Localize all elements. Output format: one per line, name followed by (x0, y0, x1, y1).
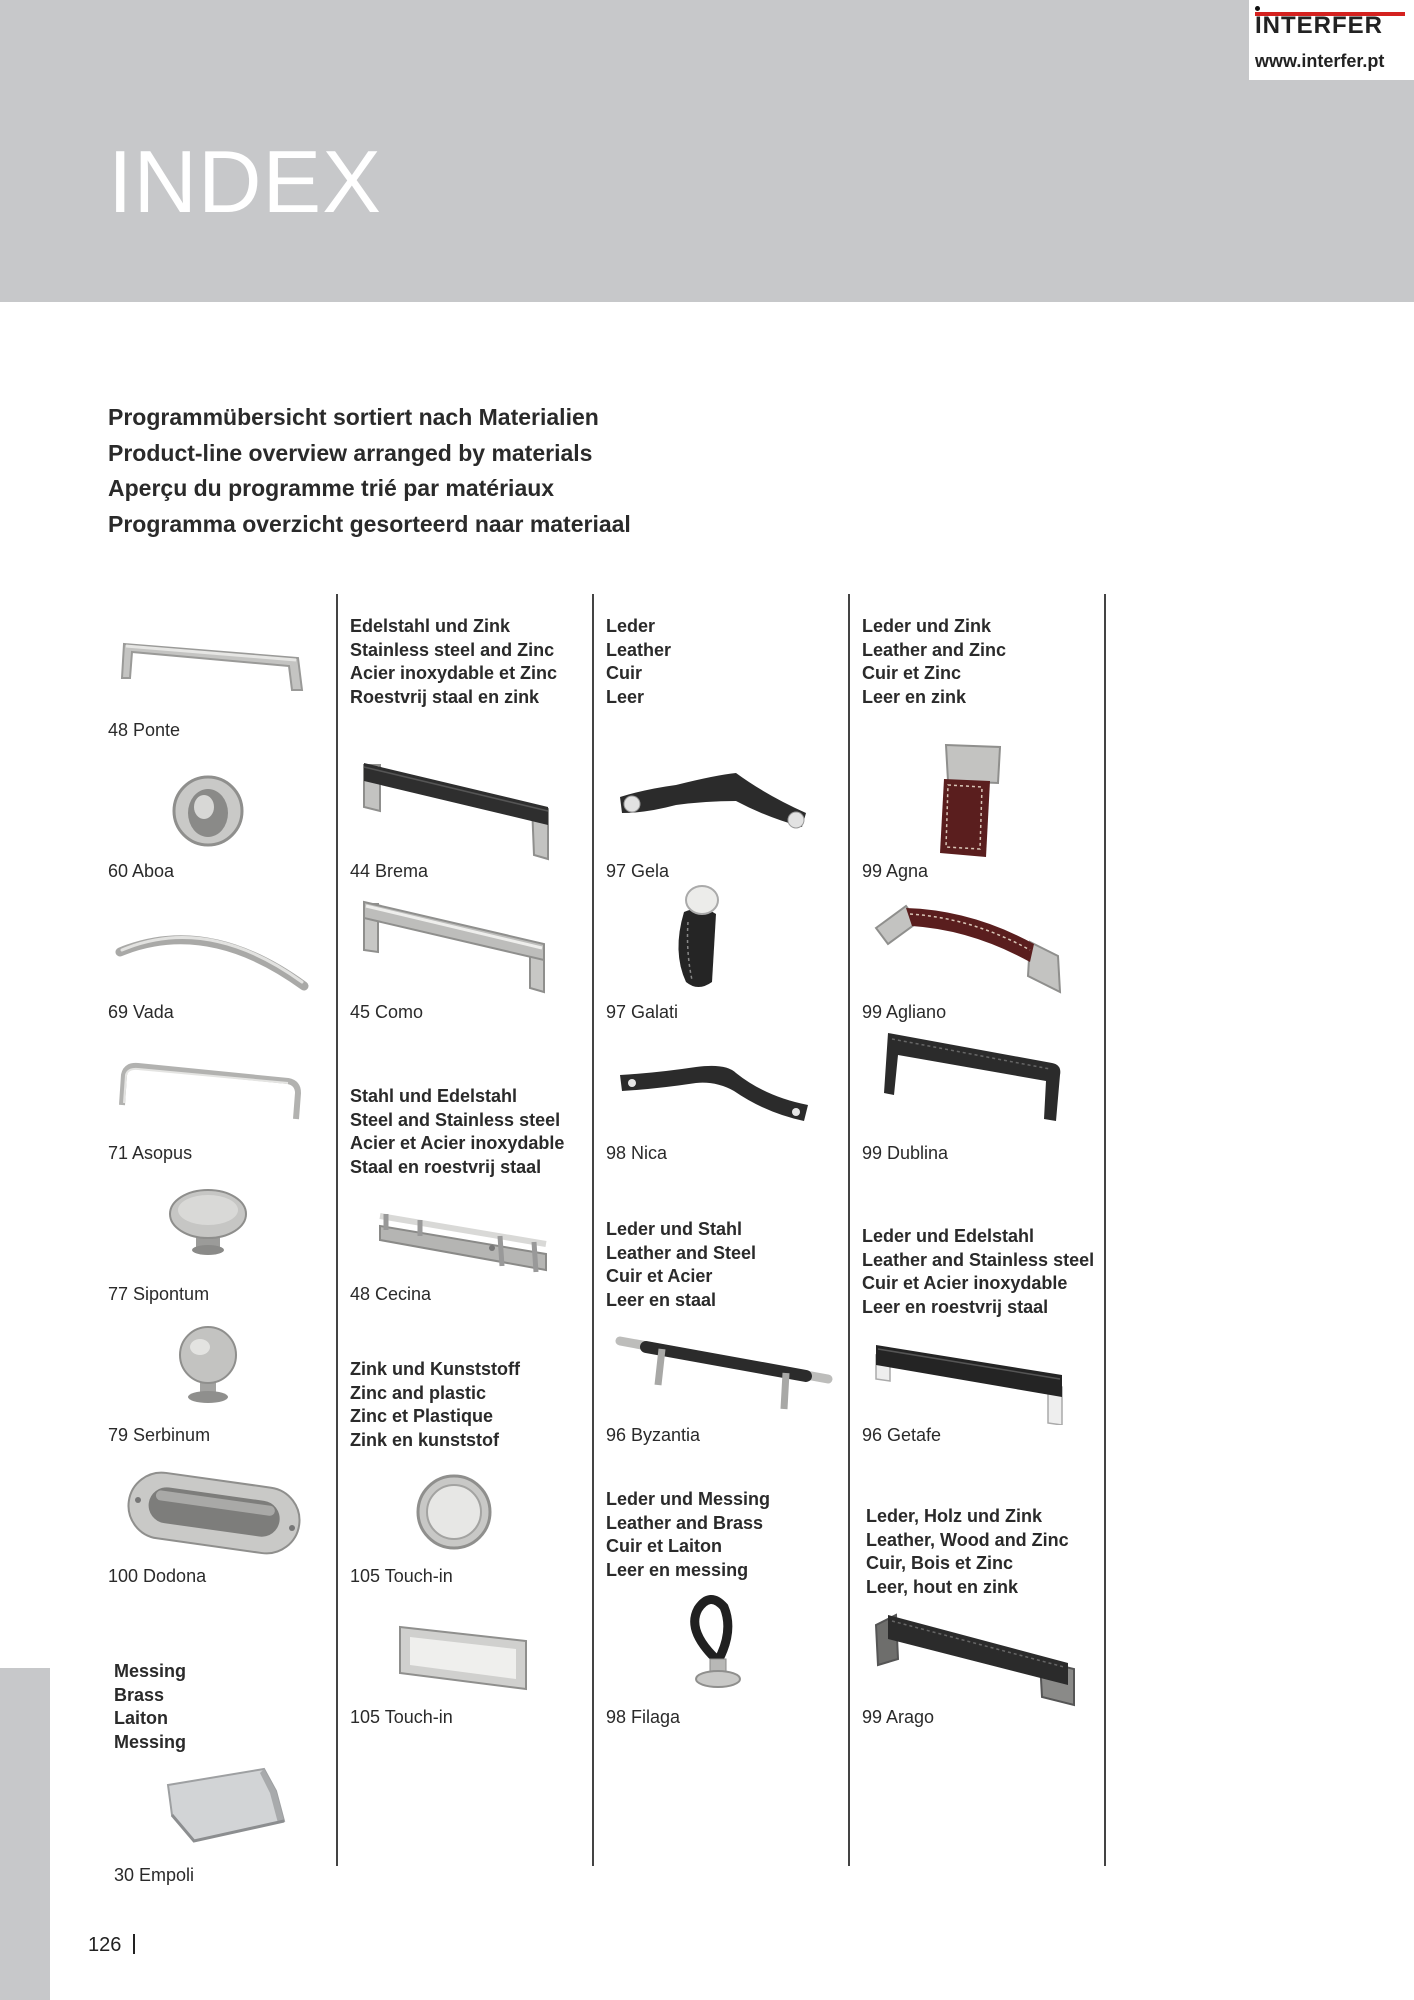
material-label-nl: Leer en staal (606, 1289, 717, 1310)
material-label-nl: Messing (114, 1731, 187, 1752)
material-group-stainless-zinc (350, 615, 557, 709)
product-label: 96 Byzantia (606, 1425, 701, 1445)
product-galati[interactable] (606, 882, 856, 1023)
product-label: 48 Ponte (108, 720, 181, 740)
material-label-en: Steel and Stainless steel (350, 1109, 561, 1130)
bar-handle-icon (108, 600, 358, 720)
leather-tab-pull-icon (862, 741, 1112, 861)
product-cecina[interactable] (350, 1164, 600, 1305)
round-touch-pull-icon (350, 1446, 600, 1566)
product-label: 98 Filaga (606, 1707, 681, 1727)
product-label: 99 Agliano (862, 1002, 947, 1022)
product-label: 105 Touch-in (350, 1707, 453, 1727)
product-label: 45 Como (350, 1002, 424, 1022)
material-label-en: Leather, Wood and Zinc (866, 1529, 1069, 1550)
material-label-en: Leather and Zinc (862, 639, 1007, 660)
arched-handle-icon (108, 882, 358, 1002)
product-label: 60 Aboa (108, 861, 175, 881)
product-label: 69 Vada (108, 1002, 174, 1022)
material-group-leather-brass (606, 1488, 770, 1582)
material-label-fr: Zinc et Plastique (350, 1406, 494, 1427)
product-label: 96 Getafe (862, 1425, 942, 1445)
material-label-nl: Leer (606, 686, 645, 707)
leather-bar-handle-icon (862, 1305, 1112, 1425)
leather-bridge-handle-icon (862, 1023, 1112, 1143)
material-group-leather-wood-zinc (866, 1505, 1069, 1599)
product-label: 99 Arago (862, 1707, 935, 1727)
material-label-nl: Leer en zink (862, 686, 967, 707)
material-label-nl: Staal en roestvrij staal (350, 1156, 542, 1177)
profile-handle-icon (114, 1745, 364, 1865)
header-band (0, 0, 1414, 302)
left-edge-tab (0, 1668, 50, 2000)
round-knob-icon (108, 1164, 358, 1284)
oval-flush-pull-icon (108, 1446, 358, 1566)
round-recessed-pull-icon (108, 741, 358, 861)
product-brema[interactable] (350, 741, 600, 882)
page-title: INDEX (108, 132, 382, 231)
product-agliano[interactable] (862, 882, 1112, 1023)
material-label-fr: Cuir et Acier inoxydable (862, 1273, 1068, 1294)
product-asopus[interactable] (108, 1023, 358, 1164)
material-label-de: Leder und Messing (606, 1489, 771, 1509)
intro-line-fr: Aperçu du programme trié par matériaux (108, 475, 555, 501)
product-filaga[interactable] (606, 1587, 856, 1728)
material-label-en: Leather and Brass (606, 1512, 764, 1533)
material-label-de: Leder (606, 616, 656, 636)
wire-handle-icon (108, 1023, 358, 1143)
leather-bar-pull-icon (606, 1305, 856, 1425)
material-label-nl: Zink en kunststof (350, 1429, 500, 1450)
page-number (88, 1934, 135, 1957)
material-label-de: Leder und Stahl (606, 1219, 743, 1239)
material-group-leather (606, 615, 671, 709)
material-label-en: Zinc and plastic (350, 1382, 487, 1403)
material-label-de: Zink und Kunststoff (350, 1359, 520, 1379)
material-group-brass (114, 1660, 186, 1754)
material-label-fr: Cuir et Acier (606, 1266, 713, 1287)
logo-dot (1255, 6, 1260, 11)
intro-heading (108, 400, 631, 542)
product-serbinum[interactable] (108, 1305, 358, 1446)
page-number-value: 126 (88, 1934, 122, 1956)
product-ponte[interactable] (108, 600, 358, 741)
material-label-fr: Laiton (114, 1708, 168, 1729)
material-label-fr: Acier et Acier inoxydable (350, 1133, 565, 1154)
product-byzantia[interactable] (606, 1305, 856, 1446)
product-agna[interactable] (862, 741, 1112, 882)
material-label-nl: Roestvrij staal en zink (350, 686, 540, 707)
product-label: 105 Touch-in (350, 1566, 453, 1586)
product-label: 98 Nica (606, 1143, 668, 1163)
material-label-en: Leather and Stainless steel (862, 1249, 1095, 1270)
page-number-separator (133, 1934, 135, 1954)
material-group-leather-zinc (862, 615, 1006, 709)
product-gela[interactable] (606, 741, 856, 882)
intro-line-de: Programmübersicht sortiert nach Materialien (108, 404, 599, 430)
product-label: 97 Galati (606, 1002, 679, 1022)
material-label-de: Stahl und Edelstahl (350, 1086, 518, 1106)
product-label: 99 Dublina (862, 1143, 949, 1163)
steel-bar-handle-icon (350, 882, 600, 1002)
material-label-de: Leder und Zink (862, 616, 992, 636)
product-arago[interactable] (862, 1587, 1112, 1728)
product-label: 44 Brema (350, 861, 429, 881)
material-group-leather-steel (606, 1218, 756, 1312)
material-label-nl: Leer en messing (606, 1559, 749, 1580)
material-label-en: Leather and Steel (606, 1242, 757, 1263)
product-como[interactable] (350, 882, 600, 1023)
leather-strap-handle-icon (606, 741, 856, 861)
leather-loop-knob-icon (606, 1587, 856, 1707)
logo-brand-name: INTERFER (1255, 12, 1383, 39)
product-aboa[interactable] (108, 741, 358, 882)
material-label-nl: Leer, hout en zink (866, 1576, 1019, 1597)
product-dodona[interactable] (108, 1446, 358, 1587)
product-touch-in-rect[interactable] (350, 1587, 600, 1728)
material-label-fr: Cuir (606, 663, 642, 684)
rect-touch-pull-icon (350, 1587, 600, 1707)
material-label-en: Stainless steel and Zinc (350, 639, 555, 660)
material-label-fr: Cuir et Laiton (606, 1536, 722, 1557)
material-label-en: Brass (114, 1684, 165, 1705)
material-label-de: Messing (114, 1661, 187, 1681)
ball-knob-icon (108, 1305, 358, 1425)
leather-bar-handle-icon (350, 741, 600, 861)
leather-tab-knob-icon (606, 882, 856, 1002)
leather-wood-handle-icon (862, 1587, 1112, 1707)
steel-plate-handle-icon (350, 1164, 600, 1284)
product-label: 99 Agna (862, 861, 929, 881)
material-label-fr: Cuir, Bois et Zinc (866, 1553, 1014, 1574)
product-vada[interactable] (108, 882, 358, 1023)
product-label: 71 Asopus (108, 1143, 193, 1163)
material-label-en: Leather (606, 639, 672, 660)
intro-line-en: Product-line overview arranged by materials (108, 439, 593, 466)
material-group-zinc-plastic (350, 1358, 520, 1452)
intro-line-nl: Programma overzicht gesorteerd naar materiaal (108, 510, 631, 537)
material-label-de: Leder und Edelstahl (862, 1226, 1035, 1246)
logo-url: www.interfer.pt (1255, 51, 1385, 71)
brand-logo (1249, 0, 1414, 80)
product-label: 100 Dodona (108, 1566, 207, 1586)
product-touch-in-round[interactable] (350, 1446, 600, 1587)
product-label: 79 Serbinum (108, 1425, 211, 1445)
leather-strap-handle-icon (606, 1023, 856, 1143)
product-label: 97 Gela (606, 861, 670, 881)
product-sipontum[interactable] (108, 1164, 358, 1305)
product-getafe[interactable] (862, 1305, 1112, 1446)
product-label: 48 Cecina (350, 1284, 432, 1304)
product-dublina[interactable] (862, 1023, 1112, 1164)
leather-bow-handle-icon (862, 882, 1112, 1002)
material-label-de: Leder, Holz und Zink (866, 1506, 1043, 1526)
material-label-nl: Leer en roestvrij staal (862, 1296, 1049, 1317)
product-label: 30 Empoli (114, 1865, 195, 1885)
material-label-fr: Cuir et Zinc (862, 663, 962, 684)
material-label-de: Edelstahl und Zink (350, 616, 511, 636)
material-label-fr: Acier inoxydable et Zinc (350, 663, 558, 684)
product-empoli[interactable] (114, 1745, 364, 1886)
product-label: 77 Sipontum (108, 1284, 210, 1304)
product-nica[interactable] (606, 1023, 856, 1164)
